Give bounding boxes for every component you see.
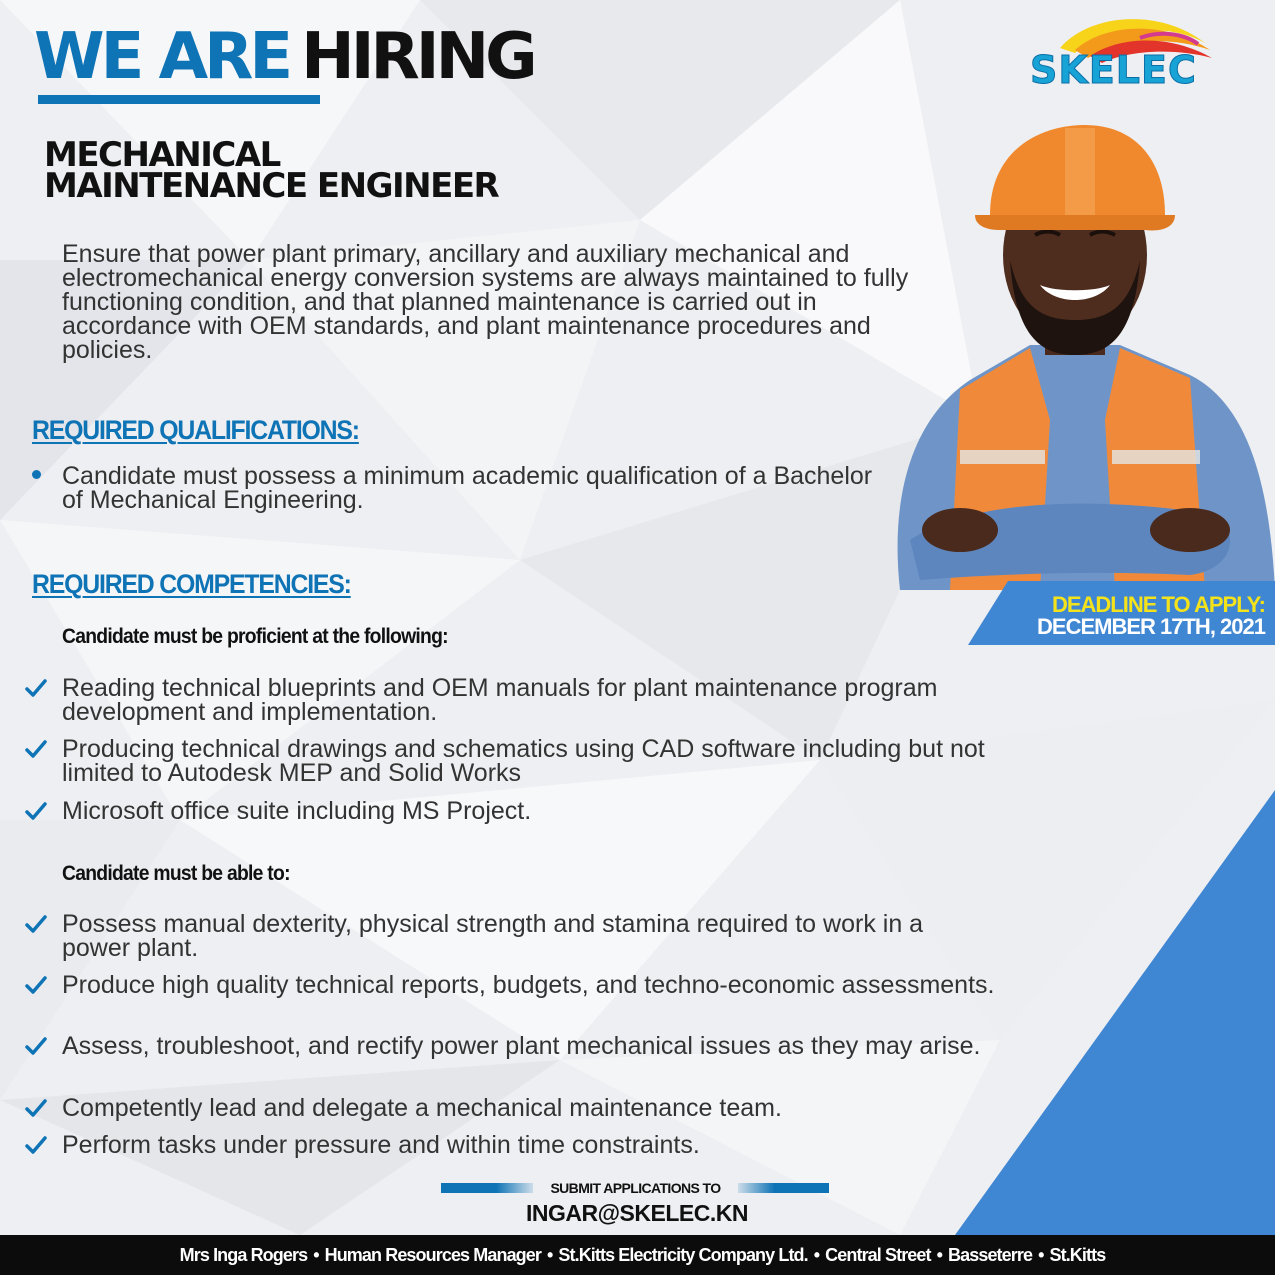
checkmark-icon — [24, 1096, 48, 1120]
hiring-headline — [34, 22, 534, 92]
qualifications-heading: REQUIRED QUALIFICATIONS: — [32, 415, 359, 445]
corner-triangle — [955, 790, 1275, 1235]
headline-hiring: HIRING — [301, 20, 534, 94]
footer-item: Mrs Inga Rogers — [179, 1244, 308, 1265]
submit-bar-right — [738, 1183, 829, 1193]
list-item-text: Competently lead and delegate a mechanical maintenance team. — [62, 1094, 782, 1122]
list-item-text: Possess manual dexterity, physical strength and stamina required to work in a power plant. — [62, 910, 924, 962]
list-item-text: Assess, troubleshoot, and rectify power plant mechanical issues as they may arise. — [62, 1032, 981, 1060]
footer-item: St.Kitts — [1049, 1244, 1106, 1265]
proficient-subheading: Candidate must be proficient at the following: — [62, 625, 448, 648]
engineer-photo — [890, 120, 1275, 590]
submit-bar-left — [441, 1183, 533, 1193]
able-subheading: Candidate must be able to: — [62, 862, 290, 885]
footer-contact: Mrs Inga Rogers • Human Resources Manager • St.Kitts Electricity Company Ltd. • Central Street • Basseterre • St.Kitts — [179, 1244, 1106, 1265]
checkmark-icon — [24, 737, 48, 761]
dot-bullet-icon — [32, 470, 41, 479]
list-item-text: Reading technical blueprints and OEM manuals for plant maintenance program development and implementation. — [62, 674, 938, 726]
competencies-heading: REQUIRED COMPETENCIES: — [32, 569, 351, 599]
headline-underline — [38, 95, 320, 104]
list-item-text: Producing technical drawings and schematics using CAD software including but not limited to Autodesk MEP and Solid Works — [62, 735, 985, 787]
qualification-item: Candidate must possess a minimum academic qualification of a Bachelor of Mechanical Engineering. — [62, 462, 873, 514]
deadline-date: DECEMBER 17TH, 2021 — [1037, 614, 1265, 639]
job-summary: Ensure that power plant primary, ancillary and auxiliary mechanical and electromechanical energy conversion systems are always maintained to fully functioning condition, and that planned maintenance is carried out in accordance with OEM standards, and plant maintenance procedures and policies. — [62, 240, 909, 364]
checkmark-icon — [24, 1034, 48, 1058]
deadline-label: DEADLINE TO APPLY: — [1051, 592, 1265, 617]
list-item-text: Produce high quality technical reports, budgets, and techno-economic assessments. — [62, 971, 995, 999]
checkmark-icon — [24, 1133, 48, 1157]
footer-item: St.Kitts Electricity Company Ltd. — [558, 1244, 808, 1265]
application-email[interactable]: INGAR@SKELEC.KN — [526, 1200, 748, 1226]
footer-item: Central Street — [825, 1244, 931, 1265]
submit-label: SUBMIT APPLICATIONS TO — [550, 1180, 721, 1196]
list-item-text: Microsoft office suite including MS Project. — [62, 797, 532, 825]
checkmark-icon — [24, 973, 48, 997]
footer-item: Basseterre — [948, 1244, 1033, 1265]
headline-we-are: WE ARE — [34, 20, 290, 94]
job-title-line2: MAINTENANCE ENGINEER — [44, 166, 499, 206]
checkmark-icon — [24, 676, 48, 700]
job-title — [44, 135, 499, 206]
checkmark-icon — [24, 912, 48, 936]
footer-bar — [0, 1235, 1275, 1275]
footer-item: Human Resources Manager — [324, 1244, 541, 1265]
job-title-line1: MECHANICAL — [44, 135, 280, 175]
list-item-text: Perform tasks under pressure and within time constraints. — [62, 1131, 700, 1159]
logo-text: SKELEC — [1030, 48, 1197, 92]
checkmark-icon — [24, 799, 48, 823]
